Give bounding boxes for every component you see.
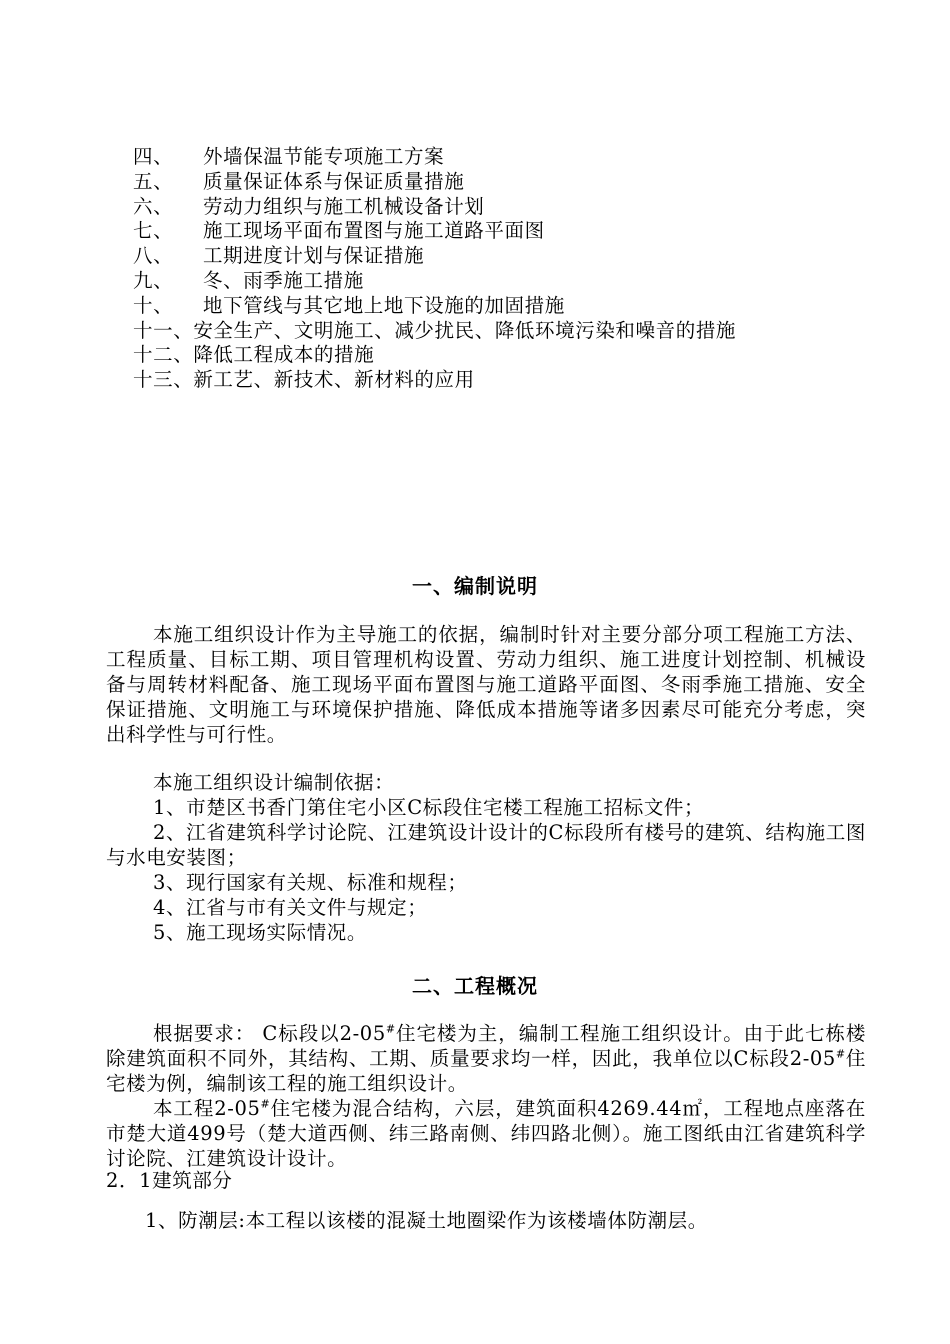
- toc-number: 十三、: [133, 368, 194, 392]
- toc-text: 施工现场平面布置图与施工道路平面图: [203, 219, 545, 243]
- overview-paragraph: 根据要求： C标段以2-05#住宅楼为主，编制工程施工组织设计。由于此七栋楼除建筑面积不同外，其结构、工期、质量要求均一样，因此，我单位以C标段2-05#住宅楼为例，编制该工程的施工组织设计。: [106, 1022, 866, 1095]
- toc-number: 四、: [133, 145, 174, 168]
- basis-item: 5、施工现场实际情况。: [153, 921, 368, 944]
- toc-number: 九、: [133, 268, 174, 292]
- toc-number: 七、: [133, 219, 174, 243]
- toc-item: [133, 244, 736, 269]
- toc-number: 十二、: [133, 343, 194, 367]
- toc-item: [133, 294, 736, 319]
- toc-text: 工期进度计划与保证措施: [203, 244, 425, 268]
- toc-item: [133, 343, 736, 368]
- toc-text: 冬、雨季施工措施: [203, 268, 364, 292]
- project-paragraph: 本工程2-05#住宅楼为混合结构，六层，建筑面积4269.44㎡，工程地点座落在市楚大道499号（楚大道西侧、纬三路南侧、纬四路北侧）。施工图纸由江省建筑科学讨论院、江建筑设计设计。: [106, 1097, 866, 1170]
- toc-number: 六、: [133, 194, 174, 218]
- toc-text: 外墙保温节能专项施工方案: [203, 145, 445, 168]
- toc-item: [133, 368, 736, 393]
- basis-item: 2、江省建筑科学讨论院、江建筑设计设计的C标段所有楼号的建筑、结构施工图与水电安装图；: [106, 821, 866, 869]
- toc-number: 十一、: [133, 318, 194, 342]
- subsection-title: 2．1建筑部分: [106, 1169, 233, 1192]
- intro-paragraph: 本施工组织设计作为主导施工的依据，编制时针对主要分部分项工程施工方法、工程质量、目标工期、项目管理机构设置、劳动力组织、施工进度计划控制、机械设备与周转材料配备、施工现场平面布置图与施工道路平面图、冬雨季施工措施、安全保证措施、文明施工与环境保护措施、降低成本措施等诸多因素尽可能充分考虑，突出科学性与可行性。: [106, 623, 866, 746]
- basis-item: 1、市楚区书香门第住宅小区C标段住宅楼工程施工招标文件；: [153, 796, 705, 819]
- basis-item: 3、现行国家有关规、标准和规程；: [153, 871, 468, 894]
- toc-number: 八、: [133, 244, 174, 268]
- section-heading: 二、工程概况: [412, 974, 538, 998]
- toc-text: 安全生产、文明施工、减少扰民、降低环境污染和噪音的措施: [193, 318, 737, 342]
- toc-item: [133, 219, 736, 244]
- basis-item: 4、江省与市有关文件与规定；: [153, 896, 428, 919]
- toc-number: 十、: [133, 293, 174, 317]
- toc-text: 新工艺、新技术、新材料的应用: [193, 368, 475, 392]
- toc-text: 降低工程成本的措施: [193, 343, 375, 367]
- toc-item: [133, 319, 736, 344]
- basis-title: 本施工组织设计编制依据：: [153, 771, 395, 794]
- toc-item: [133, 145, 736, 170]
- toc-text: 地下管线与其它地上地下设施的加固措施: [203, 293, 565, 317]
- toc-text: 质量保证体系与保证质量措施: [203, 169, 465, 193]
- section-heading: 一、编制说明: [412, 574, 538, 598]
- table-of-contents: [133, 145, 736, 393]
- toc-item: [133, 269, 736, 294]
- toc-number: 五、: [133, 169, 174, 193]
- toc-text: 劳动力组织与施工机械设备计划: [203, 194, 485, 218]
- list-item: 1、防潮层:本工程以该楼的混凝土地圈梁作为该楼墙体防潮层。: [145, 1209, 708, 1232]
- toc-item: [133, 195, 736, 220]
- toc-item: [133, 170, 736, 195]
